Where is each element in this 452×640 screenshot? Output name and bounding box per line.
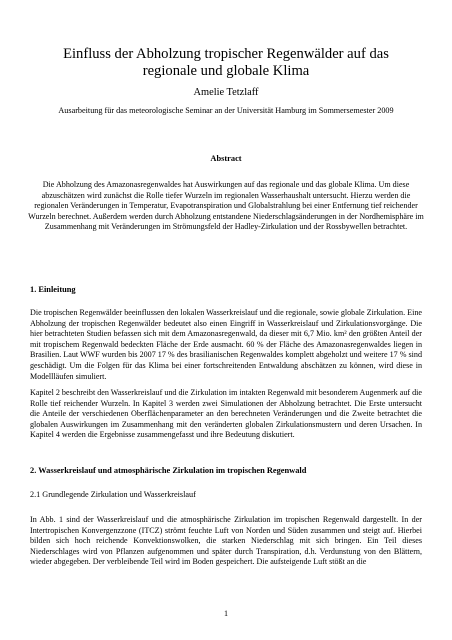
document-title: Einfluss der Abholzung tropischer Regenwälder auf das regionale und globale Klima: [63, 46, 389, 79]
paragraph-einleitung-1: Die tropischen Regenwälder beeinflussen den lokalen Wasserkreislauf und die regionale, sowie globale Zirkulation. Eine Abholzung der tropischen Regenwälder bedeutet also einen Eingriff in Wasserkreislauf und Zirkulationsvorgänge. Die hier betrachteten Studien befassen sich mit dem Amazonasregenwald, da dieser mit 6,7 Mio. km² den größten Anteil der mit tropischem Regenwald bedeckten Fläche der Erde ausmacht. 60 % der Fläche des Amazonasregenwaldes liegen in Brasilien. Laut WWF wurden bis 2007 17 % des brasilianischen Regenwaldes komplett abgeholzt und weitere 17 % sind geschädigt. Um die Folgen für das Klima bei einer fortschreitenden Entwaldung abschätzen zu können, wird diese in Modellläufen simuliert.: [30, 308, 422, 381]
abstract-heading: Abstract: [210, 154, 242, 163]
subsection-heading-grundlegende-zirkulation: 2.1 Grundlegende Zirkulation und Wasserkreislauf: [30, 490, 196, 499]
paragraph-einleitung-2: Kapitel 2 beschreibt den Wasserkreislauf und die Zirkulation im intakten Regenwald mit besonderem Augenmerk auf die Rolle tief reichender Wurzeln. In Kapitel 3 werden zwei Simulationen der Abholzung betrachtet. Die Erste untersucht die Anteile der verschiedenen Oberflächenparameter an den berechneten Veränderungen und die Zweite betrachtet die globalen Auswirkungen im Zusammenhang mit den veränderten globalen Zirkulationsmustern und deren Ursachen. In Kapitel 4 werden die Ergebnisse zusammengefasst und ihre Bedeutung diskutiert.: [30, 388, 422, 440]
page-number: 1: [223, 609, 229, 618]
author-name: Amelie Tetzlaff: [193, 87, 259, 98]
section-heading-einleitung: 1. Einleitung: [30, 285, 76, 294]
abstract-text: Die Abholzung des Amazonasregenwaldes hat Auswirkungen auf das regionale und das globale Klima. Um diese abzuschätzen wird zunächst die Rolle tiefer Wurzeln im regionalen Wasserhaushalt untersucht. Hierzu werden die regionalen Veränderungen in Temperatur, Evapotranspiration und Globalstrahlung bei einer Entfernung tief reichender Wurzeln berechnet. Außerdem werden durch Abholzung entstandene Niederschlagsänderungen in der Nordhemisphäre im Zusammenhang mit Veränderungen im Strömungsfeld der Hadley-Zirkulation und der Rossbywellen betrachtet.: [28, 180, 424, 232]
paragraph-grundlegende-zirkulation: In Abb. 1 sind der Wasserkreislauf und die atmosphärische Zirkulation im tropischen Regenwald dargestellt. In der Intertropischen Konvergenzzone (ITCZ) strömt feuchte Luft von Norden und Süden zusammen und steigt auf. Hierbei bilden sich hoch reichende Konvektionswolken, die starken Niederschlag mit sich bringen. Ein Teil dieses Niederschlages wird von Pflanzen aufgenommen und später durch Transpiration, d.h. Verdunstung von den Blättern, wieder abgegeben. Der verbleibende Teil wird im Boden gespeichert. Die aufsteigende Luft stößt an die: [30, 515, 422, 567]
affiliation-text: Ausarbeitung für das meteorologische Seminar an der Universität Hamburg im Sommersemester 2009: [58, 106, 394, 115]
section-heading-wasserkreislauf: 2. Wasserkreislauf und atmosphärische Zirkulation im tropischen Regenwald: [30, 466, 307, 475]
